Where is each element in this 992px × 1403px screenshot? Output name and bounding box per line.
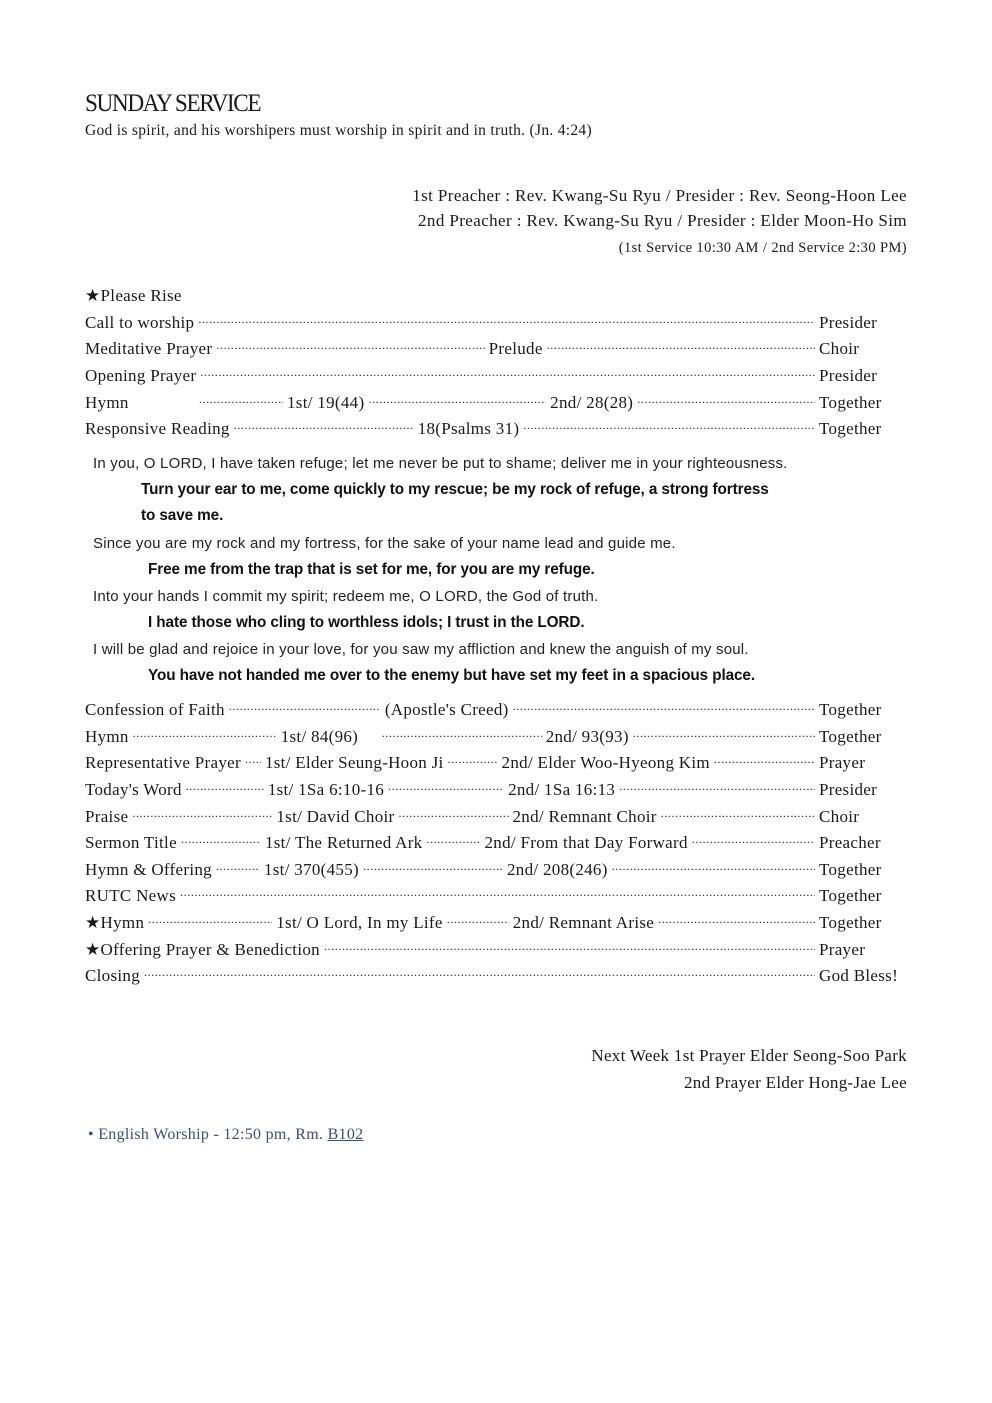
role-label: Together xyxy=(819,913,882,933)
role-label: Together xyxy=(819,419,882,439)
item-label: Hymn & Offering xyxy=(85,859,212,879)
dot-leader xyxy=(714,756,815,770)
dot-leader xyxy=(200,369,815,383)
dot-leader xyxy=(133,730,277,744)
item-detail-2nd: 2nd/ 1Sa 16:13 xyxy=(508,780,616,800)
dot-leader xyxy=(216,342,484,356)
english-worship-text: English Worship - 12:50 pm, Rm. xyxy=(98,1126,328,1143)
order-row xyxy=(85,724,905,751)
item-label: Praise xyxy=(85,806,129,826)
dot-leader xyxy=(523,422,815,436)
item-detail-1st: 1st/ 370(455) xyxy=(263,859,359,879)
item-label: RUTC News xyxy=(85,886,177,906)
item-label: Meditative Prayer xyxy=(85,339,213,359)
bullet-icon: • xyxy=(88,1126,94,1143)
order-row xyxy=(85,363,905,390)
dot-leader xyxy=(181,836,261,850)
order-row xyxy=(85,883,905,910)
order-row xyxy=(85,830,905,857)
dot-leader xyxy=(448,756,498,770)
dot-leader xyxy=(692,836,815,850)
service-times: (1st Service 10:30 AM / 2nd Service 2:30 PM) xyxy=(618,240,907,256)
reading-leader-line: I will be glad and rejoice in your love, for you saw my affliction and knew the anguish of my soul. xyxy=(93,640,749,658)
order-of-service-top xyxy=(85,283,905,443)
role-label: Together xyxy=(819,726,882,746)
order-row xyxy=(85,389,905,416)
role-label: Presider xyxy=(819,780,878,800)
item-detail-2nd: 2nd/ Remnant Arise xyxy=(512,913,655,933)
dot-leader xyxy=(180,889,815,903)
dot-leader xyxy=(186,783,264,797)
dot-leader xyxy=(513,703,815,717)
next-week-line-1: Next Week 1st Prayer Elder Seong-Soo Park xyxy=(591,1046,907,1065)
dot-leader xyxy=(245,756,261,770)
dot-leader xyxy=(612,863,815,877)
reading-people-line: I hate those who cling to worthless idols; I trust in the LORD. xyxy=(148,613,585,631)
dot-leader xyxy=(661,810,815,824)
dot-leader xyxy=(368,396,546,410)
order-row xyxy=(85,310,905,337)
order-row xyxy=(85,416,905,443)
dot-leader xyxy=(324,943,815,957)
dot-leader xyxy=(447,916,509,930)
dot-leader xyxy=(388,783,504,797)
item-detail-1st: 1st/ David Choir xyxy=(276,806,395,826)
dot-leader xyxy=(382,730,542,744)
item-detail-2nd: 2nd/ Elder Woo-Hyeong Kim xyxy=(501,753,710,773)
item-detail-1st: 1st/ The Returned Ark xyxy=(264,833,423,853)
item-label: Today's Word xyxy=(85,780,182,800)
reading-people-line: You have not handed me over to the enemy but have set my feet in a spacious place. xyxy=(148,667,755,685)
item-label: Confession of Faith xyxy=(85,700,225,720)
role-label: Preacher xyxy=(819,833,881,853)
role-label: Together xyxy=(819,859,882,879)
item-detail: (Apostle's Creed) xyxy=(384,700,509,720)
role-label: Prayer xyxy=(819,753,866,773)
next-week-line-2: 2nd Prayer Elder Hong-Jae Lee xyxy=(683,1073,907,1092)
dot-leader xyxy=(399,810,509,824)
dot-leader xyxy=(637,396,815,410)
reading-people-line: Free me from the trap that is set for me, for you are my refuge. xyxy=(148,560,595,578)
item-label: Hymn xyxy=(85,392,129,412)
role-label: Together xyxy=(819,392,882,412)
room-link[interactable]: B102 xyxy=(327,1126,364,1143)
item-detail-1st: 1st/ 1Sa 6:10-16 xyxy=(267,780,385,800)
role-label: God Bless! xyxy=(819,966,899,986)
dot-leader xyxy=(547,342,815,356)
dot-leader xyxy=(363,863,503,877)
order-row xyxy=(85,910,905,937)
item-label: ★Hymn xyxy=(85,913,145,933)
dot-leader xyxy=(144,969,815,983)
item-detail-2nd: 2nd/ 28(28) xyxy=(550,392,634,412)
reading-people-line: to save me. xyxy=(141,507,224,525)
item-label: Sermon Title xyxy=(85,833,177,853)
item-label: Closing xyxy=(85,966,141,986)
role-label: Presider xyxy=(819,366,878,386)
order-row xyxy=(85,857,905,884)
page-title: SUNDAY SERVICE xyxy=(85,90,261,117)
preacher-line-1: 1st Preacher : Rev. Kwang-Su Ryu / Presider : Rev. Seong-Hoon Lee xyxy=(412,186,907,205)
item-label: Responsive Reading xyxy=(85,419,230,439)
item-detail-2nd: 2nd/ 208(246) xyxy=(507,859,608,879)
dot-leader xyxy=(619,783,815,797)
order-of-service-bottom xyxy=(85,697,905,990)
preacher-line-2: 2nd Preacher : Rev. Kwang-Su Ryu / Presider : Elder Moon-Ho Sim xyxy=(418,211,907,230)
role-label: Choir xyxy=(819,806,860,826)
item-detail-1st: 1st/ O Lord, In my Life xyxy=(276,913,443,933)
responsive-reading xyxy=(85,450,915,689)
item-detail: 18(Psalms 31) xyxy=(417,419,520,439)
dot-leader xyxy=(658,916,815,930)
dot-leader xyxy=(148,916,272,930)
item-detail-2nd: 2nd/ From that Day Forward xyxy=(484,833,688,853)
item-label: ★Offering Prayer & Benediction xyxy=(85,939,320,959)
item-label: Opening Prayer xyxy=(85,366,197,386)
reading-leader-line: Since you are my rock and my fortress, for the sake of your name lead and guide me. xyxy=(93,534,676,552)
order-row xyxy=(85,936,905,963)
dot-leader xyxy=(427,836,481,850)
item-detail-2nd: 2nd/ 93(93) xyxy=(545,726,629,746)
role-label: Together xyxy=(819,886,882,906)
item-detail-1st: 1st/ 19(44) xyxy=(287,392,365,412)
item-label: Representative Prayer xyxy=(85,753,241,773)
dot-leader xyxy=(229,703,381,717)
order-row xyxy=(85,697,905,724)
please-rise xyxy=(85,283,905,310)
please-rise-label: ★Please Rise xyxy=(85,286,182,306)
item-detail: Prelude xyxy=(488,339,543,359)
item-detail-1st: 1st/ Elder Seung-Hoon Ji xyxy=(264,753,444,773)
dot-leader xyxy=(633,730,815,744)
item-label: Hymn xyxy=(85,726,129,746)
reading-people-line: Turn your ear to me, come quickly to my rescue; be my rock of refuge, a strong fortress xyxy=(141,480,769,498)
order-row xyxy=(85,963,905,990)
dot-leader xyxy=(216,863,260,877)
dot-leader xyxy=(132,810,272,824)
order-row xyxy=(85,750,905,777)
reading-leader-line: In you, O LORD, I have taken refuge; let me never be put to shame; deliver me in your righteousness. xyxy=(93,454,788,472)
item-label: Call to worship xyxy=(85,312,195,332)
theme-verse: God is spirit, and his worshipers must worship in spirit and in truth. (Jn. 4:24) xyxy=(85,122,592,139)
order-row xyxy=(85,336,905,363)
role-label: Together xyxy=(819,700,882,720)
role-label: Presider xyxy=(819,312,878,332)
role-label: Choir xyxy=(819,339,860,359)
item-detail-1st: 1st/ 84(96) xyxy=(280,726,359,746)
english-worship-notice xyxy=(88,1126,363,1144)
reading-leader-line: Into your hands I commit my spirit; redeem me, O LORD, the God of truth. xyxy=(93,587,599,605)
role-label: Prayer xyxy=(819,939,866,959)
order-row xyxy=(85,777,905,804)
order-row xyxy=(85,803,905,830)
dot-leader xyxy=(198,316,815,330)
dot-leader xyxy=(234,422,414,436)
item-detail-2nd: 2nd/ Remnant Choir xyxy=(512,806,657,826)
dot-leader xyxy=(199,396,283,410)
